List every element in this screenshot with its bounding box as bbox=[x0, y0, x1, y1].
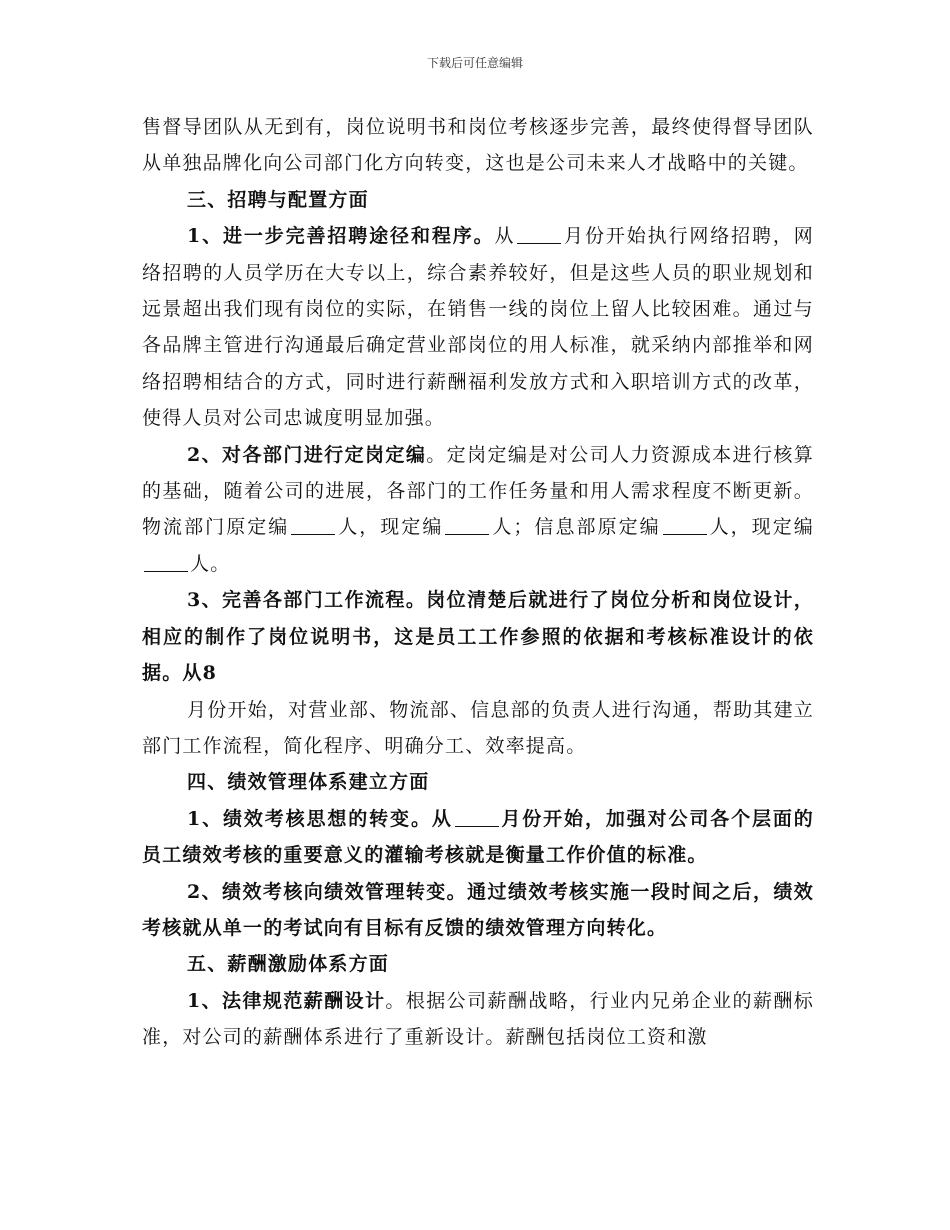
text-run: 四、绩效管理体系建立方面 bbox=[187, 771, 430, 794]
fill-blank bbox=[291, 516, 335, 535]
text-run: 2、绩效考核向绩效管理转变。通过绩效考核实施一段时间之后，绩效考核就从单一的考试向有目标有反馈的绩效管理方向转化。 bbox=[142, 880, 814, 939]
text-run: 1、绩效考核思想的转变。从 bbox=[187, 807, 453, 830]
text-run: 售督导团队从无到有，岗位说明书和岗位考核逐步完善，最终使得督导团队从单独品牌化向公司部门化方向转变，这也是公司未来人才战略中的关键。 bbox=[142, 116, 814, 175]
paragraph bbox=[142, 218, 814, 436]
text-run: 2、对各部门进行定岗定编 bbox=[187, 443, 427, 466]
text-run: 月份开始，加强对公司各个层面的员工绩效考核的重要意义的灌输考核就是衡量工作价值的标准。 bbox=[142, 807, 814, 867]
fill-blank bbox=[517, 225, 561, 244]
fill-blank bbox=[445, 516, 489, 535]
paragraph bbox=[142, 437, 814, 583]
text-run: 月份开始执行网络招聘，网络招聘的人员学历在大专以上，综合素养较好，但是这些人员的职业规划和远景超出我们现有岗位的实际，在销售一线的岗位上留人比较困难。通过与各品牌主管进行沟通最后确定营业部岗位的用人标准，就采纳内部推举和网络招聘相结合的方式，同时进行薪酬福利发放方式和入职培训方式的改革，使得人员对公司忠诚度明显加强。 bbox=[142, 225, 814, 430]
text-run: 人，现定编 bbox=[708, 516, 814, 539]
text-run: 3、完善各部门工作流程。岗位清楚后就进行了岗位分析和岗位设计，相应的制作了岗位说明书，这是员工工作参照的依据和考核标准设计的依据。从8 bbox=[142, 589, 814, 685]
paragraph bbox=[142, 692, 814, 765]
paragraph bbox=[142, 946, 814, 982]
text-run: 从 bbox=[494, 225, 516, 248]
text-run: 人；信息部原定编 bbox=[491, 516, 661, 539]
text-run: 。根据公司薪酬战略，行业内兄弟企业的薪酬标准，对公司的薪酬体系进行了重新设计。薪酬包括岗位工资和激 bbox=[142, 989, 814, 1049]
text-run: 三、招聘与配置方面 bbox=[187, 188, 369, 211]
fill-blank bbox=[663, 516, 707, 535]
text-run: 月份开始，对营业部、物流部、信息部的负责人进行沟通，帮助其建立部门工作流程，简化程序、明确分工、效率提高。 bbox=[142, 698, 814, 757]
page-header: 下载后可任意编辑 bbox=[426, 56, 523, 70]
text-run: 人，现定编 bbox=[337, 516, 444, 539]
paragraph bbox=[142, 582, 814, 691]
paragraph bbox=[142, 182, 814, 218]
fill-blank bbox=[144, 553, 188, 572]
text-run: 1、进一步完善招聘途径和程序。 bbox=[187, 225, 495, 248]
text-run: 1、法律规范薪酬设计 bbox=[187, 989, 386, 1012]
paragraph bbox=[142, 801, 814, 874]
paragraph bbox=[142, 109, 814, 182]
paragraph bbox=[142, 764, 814, 800]
paragraph bbox=[142, 874, 814, 947]
text-run: 五、薪酬激励体系方面 bbox=[187, 953, 390, 976]
document-body bbox=[142, 109, 814, 1056]
paragraph bbox=[142, 983, 814, 1056]
text-run: 。定岗定编是对公司人力资源成本进行核算的基础，随着公司的进展，各部门的工作任务量和用人需求程度不断更新。物流部门原定编 bbox=[142, 443, 814, 539]
text-run: 人。 bbox=[190, 552, 231, 575]
fill-blank bbox=[455, 808, 499, 827]
